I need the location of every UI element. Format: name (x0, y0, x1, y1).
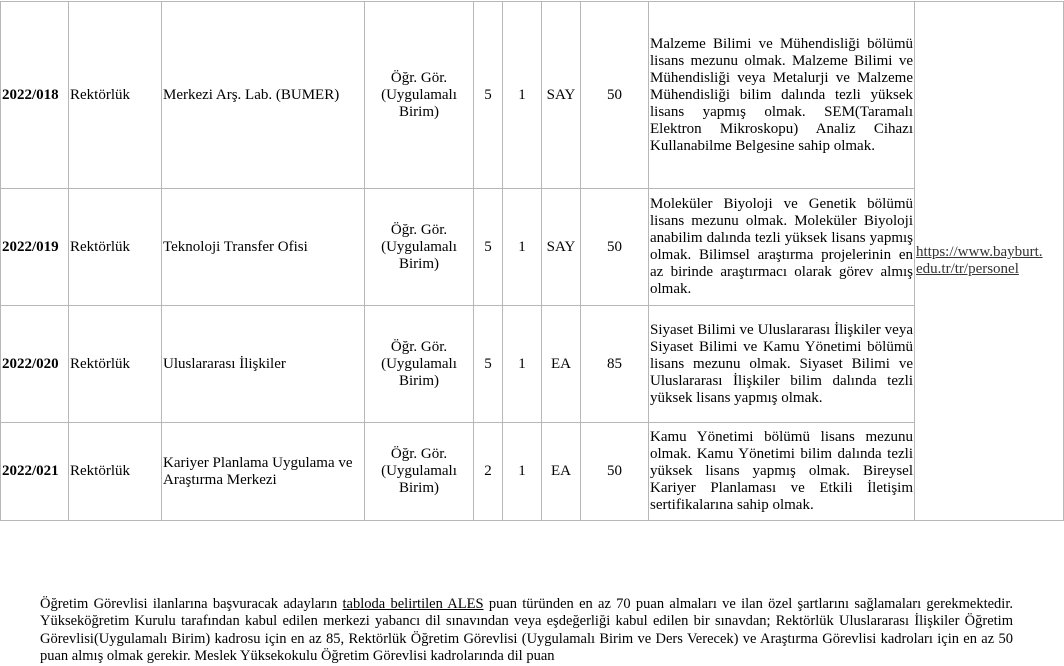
department-cell: Kariyer Planlama Uygulama ve Araştırma Merkezi (162, 423, 365, 521)
requirements-cell: Malzeme Bilimi ve Mühendisliği bölümü lisans mezunu olmak. Malzeme Bilimi ve Mühendisliği veya Metalurji ve Malzeme Mühendisliği bilim dalında tezli yüksek lisans yapmış olmak. SEM(Taramalı Elektron Mikroskopu) Analiz Cihazı Kullanabilme Belgesine sahip olmak. (649, 2, 915, 189)
url-line-2[interactable]: edu.tr/tr/personel (916, 261, 1019, 277)
position-code: 2022/019 (1, 189, 69, 306)
degree-cell: 5 (474, 306, 503, 423)
note-text-rest: puan türünden en az 70 puan almaları ve ilan özel şartlarını sağlamaları gerekmektedir. Yükseköğretim Kurulu tarafından kabul edilen merkezi yabancı dil sınavından veya eşdeğerliği kabul edilen bir sınavdan; Rektörlük Uluslararası İlişkiler Öğretim Görevlisi(Uygulamalı Birim) kadrosu için en az 85, Rektörlük Öğretim Görevlisi (Uygulamalı Birim ve Ders Verecek) ve Araştırma Görevlisi kadroları için en az 50 puan almış olmak gerekir. Meslek Yüksekokulu Öğretim Görevlisi kadrolarında dil puan (40, 595, 1013, 664)
degree-cell: 5 (474, 189, 503, 306)
note-text-start: Öğretim Görevlisi ilanlarına başvuracak adayların (40, 595, 343, 612)
ales-score-cell: 50 (581, 2, 649, 189)
ales-type-cell: SAY (542, 2, 581, 189)
table-row (1, 306, 1064, 423)
requirements-cell: Moleküler Biyoloji ve Genetik bölümü lisans mezunu olmak. Moleküler Biyoloji anabilim dalında tezli yüksek lisans yapmış olmak. Bilimsel araştırma projelerinin en az birinde araştırmacı olarak görev almış olmak. (649, 189, 915, 306)
count-cell: 1 (503, 189, 542, 306)
position-code: 2022/018 (1, 2, 69, 189)
unit-cell: Rektörlük (69, 189, 162, 306)
ales-score-cell: 50 (581, 189, 649, 306)
unit-cell: Rektörlük (69, 2, 162, 189)
title-cell: Öğr. Gör. (Uygulamalı Birim) (365, 423, 474, 521)
ales-type-cell: SAY (542, 189, 581, 306)
ales-score-cell: 50 (581, 423, 649, 521)
table-row (1, 2, 1064, 189)
title-cell: Öğr. Gör. (Uygulamalı Birim) (365, 189, 474, 306)
unit-cell: Rektörlük (69, 423, 162, 521)
unit-cell: Rektörlük (69, 306, 162, 423)
note-underlined-text: tabloda belirtilen ALES (342, 595, 484, 612)
url-line-1[interactable]: https://www.bayburt. (916, 244, 1043, 260)
department-cell: Merkezi Arş. Lab. (BUMER) (162, 2, 365, 189)
table-row (1, 423, 1064, 521)
ales-type-cell: EA (542, 306, 581, 423)
count-cell: 1 (503, 2, 542, 189)
title-cell: Öğr. Gör. (Uygulamalı Birim) (365, 306, 474, 423)
position-code: 2022/021 (1, 423, 69, 521)
application-note (40, 596, 1013, 666)
title-cell: Öğr. Gör. (Uygulamalı Birim) (365, 2, 474, 189)
count-cell: 1 (503, 423, 542, 521)
ales-score-cell: 85 (581, 306, 649, 423)
count-cell: 1 (503, 306, 542, 423)
requirements-cell: Kamu Yönetimi bölümü lisans mezunu olmak. Kamu Yönetimi bilim dalında tezli yüksek lisans yapmış olmak. Bireysel Kariyer Planlaması ve Etkili İletişim sertifikalarına sahip olmak. (649, 423, 915, 521)
table-row (1, 189, 1064, 306)
job-listings-table (0, 1, 1064, 521)
department-cell: Teknoloji Transfer Ofisi (162, 189, 365, 306)
application-link[interactable] (915, 2, 1064, 521)
ales-type-cell: EA (542, 423, 581, 521)
degree-cell: 5 (474, 2, 503, 189)
position-code: 2022/020 (1, 306, 69, 423)
requirements-cell: Siyaset Bilimi ve Uluslararası İlişkiler veya Siyaset Bilimi ve Kamu Yönetimi bölümü lisans mezunu olmak. Siyaset Bilimi ve Uluslararası İlişkiler bilim dalında tezli yüksek lisans yapmış olmak. (649, 306, 915, 423)
department-cell: Uluslararası İlişkiler (162, 306, 365, 423)
degree-cell: 2 (474, 423, 503, 521)
